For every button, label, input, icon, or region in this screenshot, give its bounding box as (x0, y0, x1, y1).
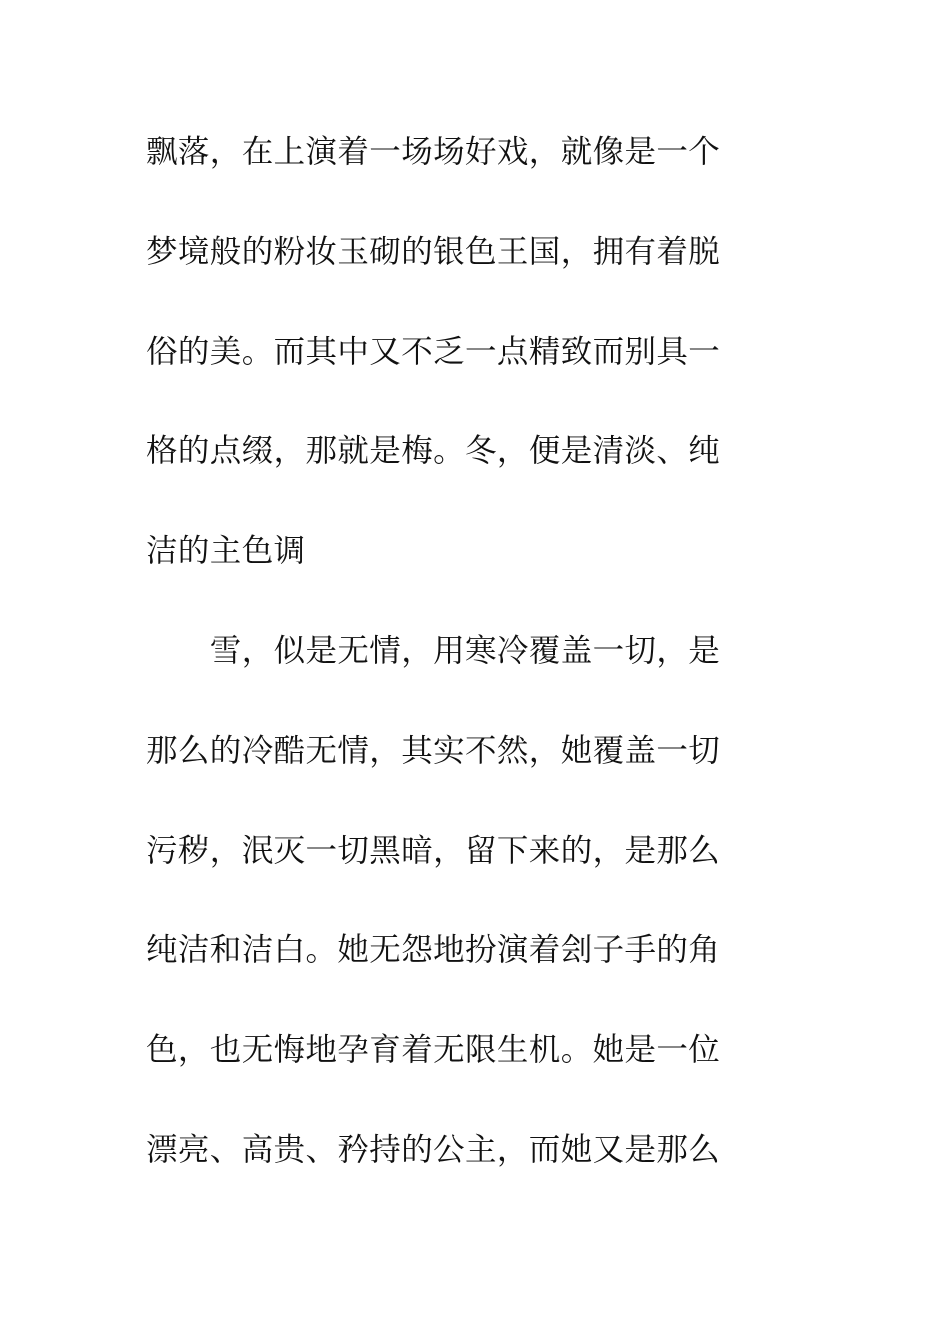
text-line-11: 漂亮、高贵、矜持的公主，而她又是那么 (146, 1131, 721, 1168)
text-line-5: 洁的主色调 (146, 533, 306, 570)
text-line-10: 色，也无悔地孕育着无限生机。她是一位 (146, 1032, 721, 1069)
text-line-2: 梦境般的粉妆玉砌的银色王国，拥有着脱 (146, 233, 721, 270)
text-line-9: 纯洁和洁白。她无怨地扮演着刽子手的角 (146, 932, 721, 969)
body-text (146, 103, 786, 1201)
text-line-8: 污秽，泯灭一切黑暗，留下来的，是那么 (146, 832, 721, 869)
text-line-4: 格的点缀，那就是梅。冬，便是清淡、纯 (146, 433, 721, 470)
text-line-6: 雪，似是无情，用寒冷覆盖一切，是 (146, 632, 721, 669)
text-line-3: 俗的美。而其中又不乏一点精致而别具一 (146, 333, 721, 370)
text-line-1: 飘落，在上演着一场场好戏，就像是一个 (146, 134, 721, 170)
text-line-7: 那么的冷酷无情，其实不然，她覆盖一切 (146, 732, 721, 769)
